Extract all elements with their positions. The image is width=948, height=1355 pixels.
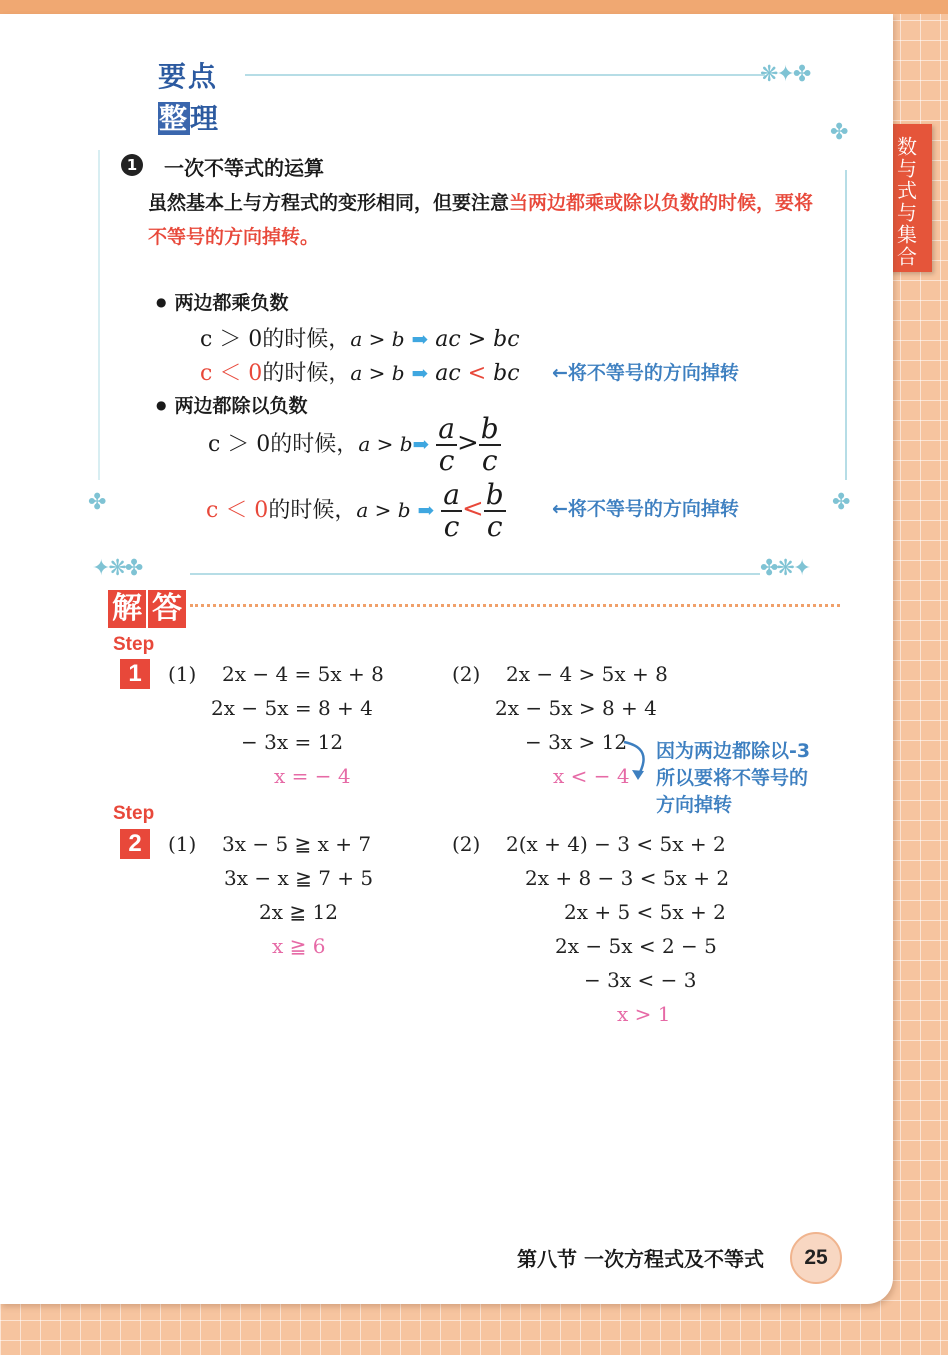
mult-neg-line (200, 356, 520, 387)
div-flip-note: ←将不等号的方向掉转 (552, 498, 739, 520)
step1-p1-line3: − 3x = 12 (241, 730, 344, 754)
step2-p2-line2: 2x + 8 − 3 < 5x + 2 (525, 866, 730, 890)
frac-num: a (443, 478, 460, 511)
top-band (0, 0, 948, 14)
mult-flip-note: ←将不等号的方向掉转 (552, 362, 739, 384)
frac-den: c (438, 444, 455, 477)
div-neg-premise: a > b (356, 498, 411, 522)
mult-neg-result-right: bc (493, 361, 520, 386)
div-pos-premise: a > b (358, 432, 413, 456)
mult-pos-line (200, 322, 520, 353)
fraction-b-over-c (484, 480, 506, 542)
step2-number: 2 (120, 829, 150, 859)
div-neg-cond-tail: 的时候， (268, 498, 357, 523)
fraction-a-over-c (436, 414, 457, 476)
footer-section-title: 第八节 一次方程式及不等式 (517, 1247, 764, 1271)
step2-p2-line3: 2x + 5 < 5x + 2 (564, 900, 726, 924)
ornament-icon: ✤ (832, 490, 849, 515)
fraction-b-over-c (479, 414, 501, 476)
step2-p2-line1: 2(x + 4) − 3 < 5x + 2 (506, 832, 726, 856)
answer-heading-char1: 解 (108, 590, 146, 628)
step1-p2-line1: 2x − 4 > 5x + 8 (506, 662, 668, 686)
div-neg-line (206, 480, 506, 542)
div-pos-cond: c ＞ 0的时候， (208, 432, 359, 457)
step1-p1-label: (1) (168, 662, 197, 686)
step2-p1-line2: 3x − x ≧ 7 + 5 (224, 866, 374, 890)
step1-p1-line2: 2x − 5x = 8 + 4 (211, 696, 373, 720)
frac-num: b (485, 478, 504, 511)
mult-neg-cond: c ＜ 0 (200, 361, 263, 386)
right-arrow-icon: ➡ (412, 432, 430, 456)
step1-p2-line3: − 3x > 12 (525, 730, 628, 754)
ornament-icon: ✤ (88, 490, 105, 515)
div-neg-cond: c ＜ 0 (206, 498, 269, 523)
step1-note-line3: 方向掉转 (656, 794, 733, 816)
right-arrow-icon: ➡ (411, 327, 429, 351)
section-paragraph (148, 186, 828, 254)
key-points-tail: 理 (190, 102, 221, 135)
mult-neg-result-left: ac (435, 361, 461, 386)
step1-label: Step (113, 634, 155, 655)
mult-neg-cond-tail: 的时候， (262, 361, 351, 386)
ornament-icon: ❋✦✤ (760, 62, 810, 87)
chapter-tab-label: 数与式与集合 (893, 136, 918, 268)
fraction-a-over-c (441, 480, 462, 542)
frac-num: b (480, 412, 499, 445)
ornament-icon: ✤ (830, 120, 847, 145)
frac-den: c (481, 444, 498, 477)
ornament-icon: ✦❋✤ (92, 556, 142, 581)
div-pos-op: > (456, 428, 479, 458)
frame-left-line (98, 150, 100, 480)
frac-den: c (486, 510, 503, 543)
mult-neg-premise: a > b (350, 361, 405, 385)
key-points-line2 (158, 97, 220, 137)
page-number: 25 (790, 1232, 842, 1284)
step1-note-line2: 所以要将不等号的 (656, 767, 809, 789)
step1-number: 1 (120, 659, 150, 689)
right-arrow-icon: ➡ (411, 361, 429, 385)
step1-note-line1: 因为两边都除以-3 (656, 740, 811, 762)
mult-neg-result-op: < (467, 361, 487, 386)
key-points-line1: 要点 (158, 60, 219, 93)
paragraph-plain: 虽然基本上与方程式的变形相同，但要注意 (148, 192, 510, 214)
answer-heading-char2: 答 (148, 590, 186, 628)
answer-heading (108, 590, 188, 628)
frame-top-line (245, 74, 765, 76)
step2-p2-label: (2) (452, 832, 481, 856)
div-neg-op: < (462, 494, 484, 524)
step2-p1-label: (1) (168, 832, 197, 856)
step2-p1-answer: x ≧ 6 (272, 934, 326, 958)
section-number-badge: 1 (121, 154, 143, 176)
step1-p1-line1: 2x − 4 = 5x + 8 (222, 662, 384, 686)
frac-den: c (443, 510, 460, 543)
key-points-highlight: 整 (159, 102, 190, 135)
step2-p2-answer: x > 1 (617, 1002, 671, 1026)
mult-heading: ● 两边都乘负数 (156, 288, 289, 315)
frame-bottom-line (190, 573, 760, 575)
right-arrow-icon: ➡ (417, 498, 435, 522)
section-title: 一次不等式的运算 (164, 156, 324, 180)
step2-p2-line5: − 3x < − 3 (584, 968, 697, 992)
step2-p1-line3: 2x ≧ 12 (259, 900, 338, 924)
div-pos-line (208, 414, 501, 476)
paragraph-highlight: 当两边都乘或除以负数的时候，要将不等号的方向掉转。 (148, 192, 814, 248)
key-points-title (158, 55, 220, 137)
mult-pos-premise: a > b (350, 327, 405, 351)
div-heading: ● 两边都除以负数 (156, 391, 308, 418)
step2-label: Step (113, 803, 155, 824)
step1-p2-line2: 2x − 5x > 8 + 4 (495, 696, 657, 720)
step1-p2-label: (2) (452, 662, 481, 686)
ornament-icon: ✤❋✦ (760, 556, 810, 581)
mult-pos-result: ac > bc (435, 327, 520, 352)
step1-p1-answer: x = − 4 (274, 764, 351, 788)
frac-num: a (438, 412, 455, 445)
step1-p2-answer: x < − 4 (553, 764, 630, 788)
mult-pos-cond: c ＞ 0的时候， (200, 327, 351, 352)
frame-right-line (845, 170, 847, 480)
curved-arrow-icon (620, 738, 660, 784)
answer-dotted-rule (190, 604, 840, 607)
step2-p1-line1: 3x − 5 ≧ x + 7 (222, 832, 372, 856)
step2-p2-line4: 2x − 5x < 2 − 5 (555, 934, 717, 958)
